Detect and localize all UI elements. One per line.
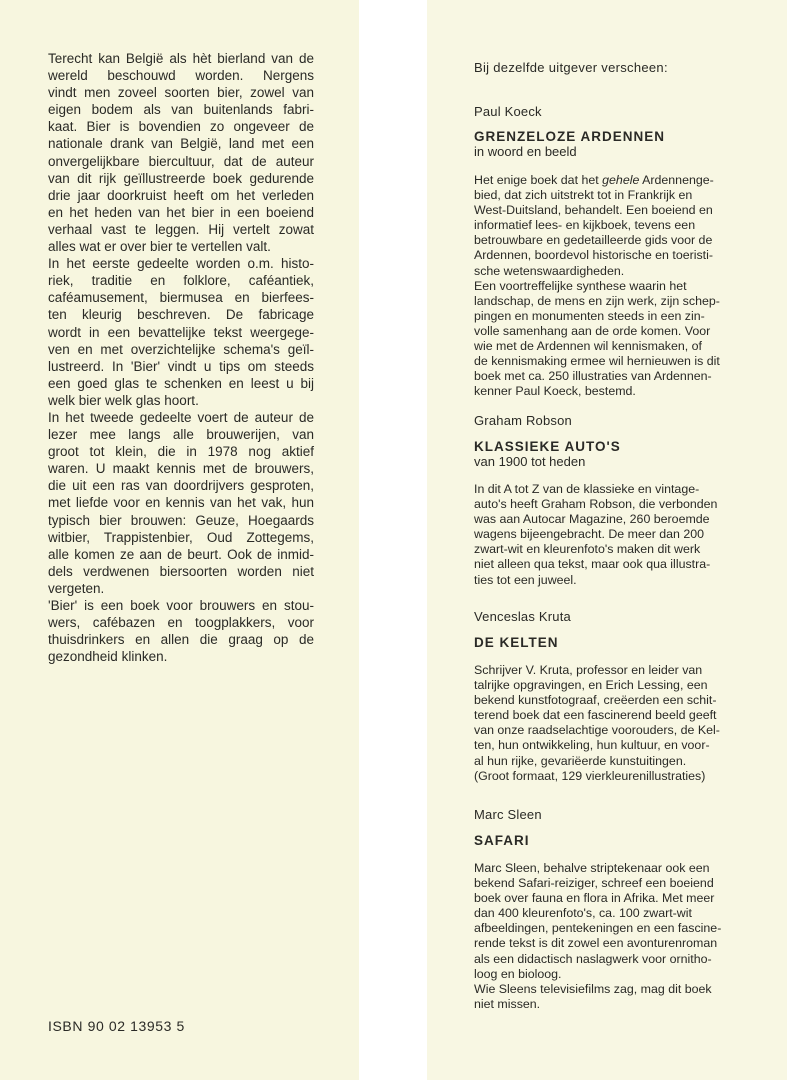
book-subtitle: van 1900 tot heden — [474, 454, 586, 469]
book-blurb — [474, 173, 764, 399]
text-line: ven en met overzichtelijke schema's geïl- — [48, 341, 314, 357]
blurb-line: informatief lees- en kijkboek, tevens een — [474, 218, 696, 233]
text-line: Terecht kan België als hèt bierland van de — [48, 51, 314, 66]
blurb-line: van onze raadselachtige voorouders, de Kel- — [474, 723, 720, 738]
text-line: dels verdwenen biersoorten worden niet — [48, 563, 314, 579]
book-description — [48, 50, 314, 665]
book-author: Paul Koeck — [474, 104, 542, 119]
text-line: waren. U maakt kennis met de brouwers, — [48, 461, 314, 477]
blurb-line: als een didactisch naslagwerk voor ornitho- — [474, 951, 712, 966]
blurb-line: dan 400 kleurenfoto's, ca. 100 zwart-wit — [474, 906, 692, 921]
book-author: Graham Robson — [474, 413, 572, 428]
description-paragraph — [48, 50, 314, 255]
book-author: Venceslas Kruta — [474, 609, 571, 624]
text-line: met liefde voor en kennis van het vak, hun — [48, 495, 314, 511]
book-blurb — [474, 861, 764, 1012]
text-line: lustreerd. In 'Bier' vindt u tips om steeds — [48, 358, 314, 374]
blurb-line: In dit A tot Z van de klassieke en vintage- — [474, 482, 700, 496]
blurb-line: Wie Sleens televisiefilms zag, mag dit boek — [474, 981, 712, 996]
text-line: thuisdrinkers en allen die graag op de — [48, 632, 314, 648]
text-line: die uit een ras van doordrijvers gesproten, — [48, 478, 314, 494]
text-line: wereld beschouwd worden. Nergens — [48, 68, 314, 84]
description-paragraph — [48, 255, 314, 409]
text-line: onvergelijkbare biercultuur, dat de auteur — [48, 153, 314, 169]
blurb-line: bied, dat zich uitstrekt tot in Frankrijk en — [474, 188, 693, 203]
blurb-line: Het enige boek dat het gehele Ardennenge- — [474, 173, 714, 187]
blurb-line: rende tekst is dit zowel een avonturenroman — [474, 936, 718, 951]
text-line: verhaal vast te leggen. Hij vertelt zowat — [48, 221, 314, 237]
blurb-line: Schrijver V. Kruta, professor en leider van — [474, 663, 703, 677]
book-title: KLASSIEKE AUTO'S — [474, 439, 621, 454]
blurb-line: ties tot een juweel. — [474, 572, 577, 587]
blurb-line: talrijke opgravingen, en Erich Lessing, een — [474, 678, 708, 693]
blurb-line: terend boek dat een fascinerend beeld geeft — [474, 708, 717, 723]
book-author: Marc Sleen — [474, 807, 542, 822]
blurb-line: boek over fauna en flora in Afrika. Met meer — [474, 891, 715, 906]
text-line: kaat. Bier is bovendien zo ongeveer de — [48, 119, 314, 135]
book-entry-safari — [474, 807, 764, 1012]
text-line: caféamusement, biermusea en bierfees- — [48, 290, 314, 306]
text-line: drie jaar doorkruist heeft om het verleden — [48, 187, 314, 203]
blurb-line: al hun rijke, gevariëerde kunstuitingen. — [474, 753, 687, 768]
text-line: typisch bier brouwen: Geuze, Hoegaards — [48, 512, 314, 528]
blurb-line: was aan Autocar Magazine, 260 beroemde — [474, 512, 710, 527]
blurb-line: zwart-wit en kleurenfoto's maken dit werk — [474, 542, 701, 557]
book-subtitle: in woord en beeld — [474, 144, 577, 159]
text-line: In het eerste gedeelte worden o.m. histo- — [48, 256, 314, 272]
blurb-line: Ardennen, boordevol historische en toeristi- — [474, 248, 713, 263]
blurb-line: betrouwbare en gedetailleerde gids voor de — [474, 233, 713, 248]
text-line: van dit rijk geïllustreerde boek gedurende — [48, 170, 314, 186]
text-line: witbier, Trappistenbier, Oud Zottegems, — [48, 529, 314, 545]
blurb-line: volle samenhang aan de orde komen. Voor — [474, 323, 711, 338]
blurb-line: Marc Sleen, behalve striptekenaar ook een — [474, 861, 710, 875]
blurb-line: wagens bijeengebracht. De meer dan 200 — [474, 527, 705, 542]
text-line: 'Bier' is een boek voor brouwers en stou- — [48, 598, 314, 613]
page-gap — [359, 0, 427, 1080]
text-line: gezondheid klinken. — [48, 649, 168, 665]
text-line: nationale drank van België, land met een — [48, 136, 314, 152]
blurb-line: loog en bioloog. — [474, 966, 562, 981]
text-line: eigen bodem als van buitenlands fabri- — [48, 102, 314, 118]
text-line: groot tot klein, die in 1978 nog aktief — [48, 444, 314, 460]
book-title: DE KELTEN — [474, 635, 559, 650]
blurb-line: Een voortreffelijke synthese waarin het — [474, 278, 687, 293]
description-paragraph — [48, 597, 314, 665]
book-title: SAFARI — [474, 833, 530, 848]
text-line: lezer mee langs alle brouwerijen, van — [48, 427, 314, 443]
text-line: vergeten. — [48, 580, 105, 596]
blurb-line: kenner Paul Koeck, bestemd. — [474, 384, 636, 399]
text-line: riek, traditie en folklore, caféantiek, — [48, 273, 314, 289]
text-line: alle komen ze aan de beurt. Ook de inmid- — [48, 546, 314, 562]
blurb-line: auto's heeft Graham Robson, die verbonden — [474, 497, 718, 512]
book-entry-klassieke-autos — [474, 413, 764, 588]
blurb-line: afbeeldingen, pentekeningen en een fascine- — [474, 921, 722, 936]
text-line: welk bier welk glas hoort. — [48, 392, 199, 408]
text-line: een goed glas te schenken en leest u bij — [48, 375, 314, 391]
text-line: In het tweede gedeelte voert de auteur de — [48, 409, 314, 425]
blurb-line: bekend kunstfotograaf, creëerden een schit- — [474, 693, 717, 708]
publisher-intro: Bij dezelfde uitgever verscheen: — [474, 60, 668, 75]
text-line: ten kleurig beschreven. De fabricage — [48, 307, 314, 323]
blurb-line: wie met de Ardennen wil kennismaken, of — [474, 339, 702, 354]
blurb-line: niet missen. — [474, 996, 541, 1011]
blurb-line: de kennismaking ermee wil hernieuwen is dit — [474, 354, 720, 369]
blurb-line: niet alleen qua tekst, maar ook qua illustra- — [474, 557, 711, 572]
book-entry-de-kelten — [474, 609, 764, 784]
book-blurb — [474, 663, 764, 784]
text-line: en het heden van het bier in een boeiend — [48, 204, 314, 220]
blurb-line: boek met ca. 250 illustraties van Ardennen- — [474, 369, 712, 384]
isbn-number: ISBN 90 02 13953 5 — [48, 1018, 185, 1034]
book-title: GRENZELOZE ARDENNEN — [474, 129, 666, 144]
book-entry-grenzeloze-ardennen — [474, 104, 764, 399]
description-paragraph — [48, 409, 314, 597]
text-line: wers, cafébazen en toogplakkers, voor — [48, 615, 314, 631]
blurb-line: bekend Safari-reiziger, schreef een boeiend — [474, 876, 714, 891]
text-line: vindt men zoveel soorten bier, zowel van — [48, 85, 314, 101]
blurb-line: pingen en monumenten steeds in een zin- — [474, 308, 705, 323]
text-line: wordt in een bevattelijke tekst weergege- — [48, 324, 314, 340]
book-blurb — [474, 482, 764, 588]
text-line: alles wat er over bier te vertellen valt. — [48, 239, 271, 255]
blurb-line: West-Duitsland, behandelt. Een boeiend en — [474, 203, 713, 218]
blurb-line: sche wetenswaardigheden. — [474, 263, 625, 278]
blurb-line: (Groot formaat, 129 vierkleurenillustraties) — [474, 768, 706, 783]
blurb-line: landschap, de mens en zijn werk, zijn schep- — [474, 293, 720, 308]
blurb-line: ten, hun ontwikkeling, hun kultuur, en voor- — [474, 738, 710, 753]
